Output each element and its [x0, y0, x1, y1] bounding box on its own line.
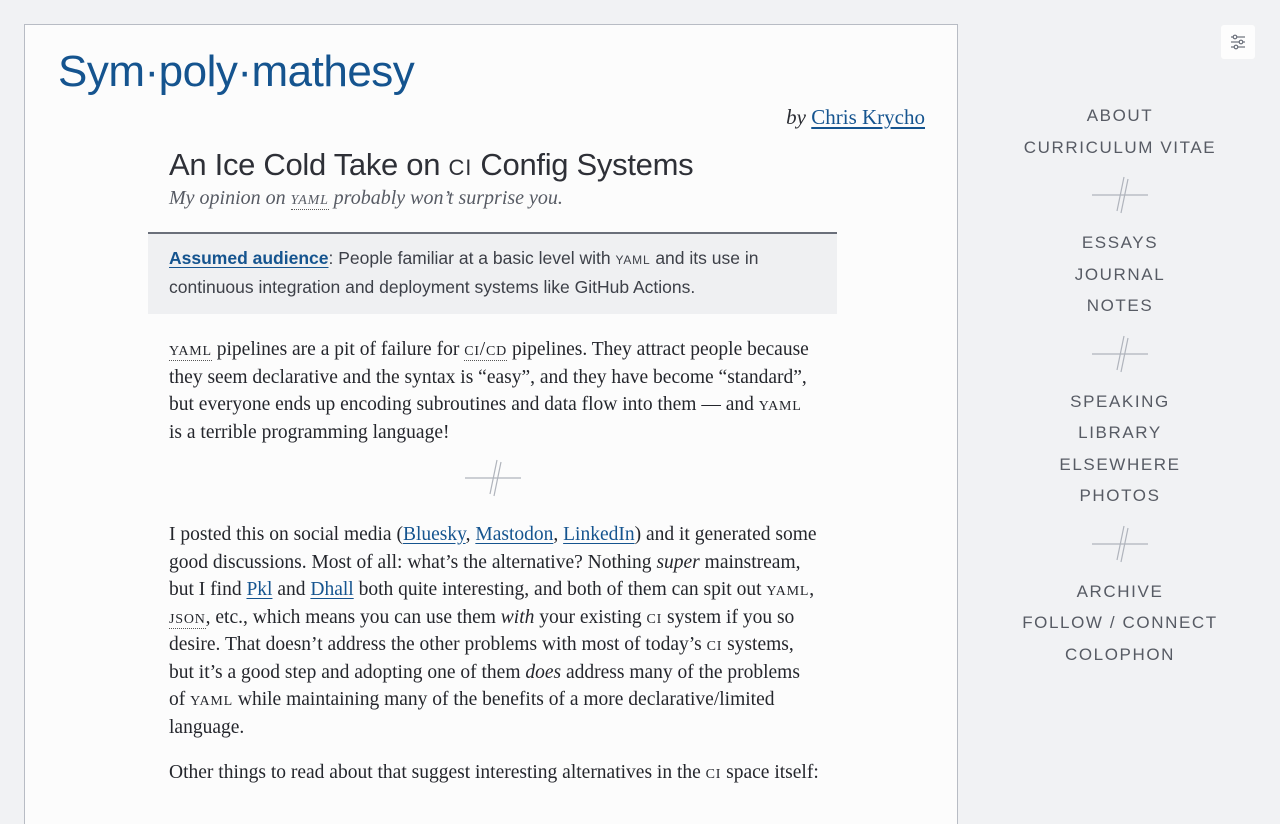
nav-about[interactable]: ABOUT	[1086, 106, 1154, 125]
nav-divider-ornament-icon	[1090, 524, 1150, 564]
linkedin-link[interactable]: LinkedIn	[563, 524, 635, 545]
paragraph-1	[169, 336, 819, 446]
pkl-link[interactable]: Pkl	[246, 579, 273, 600]
subtitle-text-end: probably won’t surprise you.	[328, 187, 563, 209]
cicd-abbr: ci/cd	[464, 339, 508, 360]
nav-colophon[interactable]: COLOPHON	[1064, 644, 1176, 664]
nav-journal[interactable]: JOURNAL	[1074, 264, 1166, 284]
section-break-ornament-icon	[463, 458, 523, 498]
p2-ci-1: ci	[646, 606, 663, 628]
paragraph-2	[169, 521, 819, 741]
p2-text-a: I posted this on social media (	[169, 524, 403, 545]
p2-comma: ,	[809, 579, 815, 600]
p2-text-j: address many of the problems of	[169, 661, 800, 710]
audience-text: : People familiar at a basic level with	[328, 248, 616, 268]
site-navigation	[980, 100, 1260, 670]
mastodon-link[interactable]: Mastodon	[475, 524, 554, 545]
nav-group-other	[980, 386, 1260, 512]
nav-divider-ornament-icon	[1090, 175, 1150, 215]
nav-follow-connect[interactable]: FOLLOW / CONNECT	[1022, 613, 1218, 632]
p2-sep-2: ,	[553, 524, 564, 545]
nav-library[interactable]: LIBRARY	[1078, 423, 1162, 442]
article-title	[169, 147, 693, 183]
p2-sep-1: ,	[465, 524, 476, 545]
byline	[786, 105, 925, 130]
nav-divider-ornament-icon	[1090, 334, 1150, 374]
nav-group-meta	[980, 576, 1260, 671]
p1-text-b: pipelines. They attract people because they seem declarative and the syntax is “easy”, and they have become “standard”, but everyone ends up encoding subroutines and data flow into them — and	[169, 339, 809, 415]
nav-essays[interactable]: ESSAYS	[1081, 233, 1159, 252]
p2-text-g: your existing	[534, 606, 647, 628]
p2-em-with: with	[500, 606, 535, 628]
p3-text-a: Other things to read about that suggest interesting alternatives in the	[169, 762, 706, 783]
author-link[interactable]: Chris Krycho	[811, 105, 925, 129]
p3-ci: ci	[705, 762, 722, 783]
subtitle-text: My opinion on	[169, 187, 291, 209]
dhall-link[interactable]: Dhall	[310, 579, 354, 600]
nav-archive[interactable]: ARCHIVE	[1076, 581, 1164, 601]
subtitle-yaml-abbr: yaml	[290, 187, 329, 209]
p2-yaml-2: yaml	[190, 689, 233, 710]
nav-group-writing	[980, 227, 1260, 322]
p2-text-e: both quite interesting, and both of them can spit out	[353, 579, 767, 600]
p2-text-k: while maintaining many of the benefits of a more declarative/limited language.	[169, 689, 775, 738]
p2-yaml: yaml	[766, 579, 810, 600]
nav-speaking[interactable]: SPEAKING	[1070, 391, 1170, 411]
nav-photos[interactable]: PHOTOS	[1079, 486, 1161, 505]
p2-ci-2: ci	[706, 634, 723, 655]
nav-elsewhere[interactable]: ELSEWHERE	[1059, 454, 1181, 474]
p3-text-b: space itself:	[721, 762, 819, 783]
yaml-abbr: yaml	[169, 339, 212, 360]
title-text-end: Config Systems	[472, 147, 694, 182]
p2-text-c: mainstream, but I find	[169, 551, 801, 600]
p1-text-a: pipelines are a pit of failure for	[211, 339, 465, 360]
nav-group-about	[980, 100, 1260, 163]
assumed-audience-link[interactable]: Assumed audience	[169, 248, 329, 268]
p2-text-b: ) and it generated some good discussions. Most of all: what’s the alternative? Nothing	[169, 524, 817, 573]
settings-button[interactable]	[1221, 25, 1255, 59]
audience-text-end: and its use in continuous integration and deployment systems like GitHub Actions.	[169, 248, 759, 297]
assumed-audience-box	[148, 232, 837, 314]
nav-notes[interactable]: NOTES	[1086, 296, 1154, 315]
title-text: An Ice Cold Take on	[169, 147, 449, 182]
p2-text-h: system if you so desire. That doesn’t address the other problems with most of today’s	[169, 606, 795, 655]
nav-curriculum-vitae[interactable]: CURRICULUM VITAE	[1023, 137, 1217, 157]
site-title[interactable]: Sym·poly·mathesy	[58, 47, 415, 96]
sliders-icon	[1230, 34, 1246, 50]
p1-text-c: is a terrible programming language!	[169, 421, 450, 443]
title-ci: ci	[448, 147, 473, 182]
bluesky-link[interactable]: Bluesky	[402, 524, 466, 545]
p2-text-i: systems, but it’s a good step and adopting one of them	[169, 634, 794, 683]
article-subtitle	[169, 187, 563, 210]
json-abbr: json	[169, 606, 206, 628]
p2-text-f: , etc., which means you can use them	[205, 606, 501, 628]
p2-em-super: super	[656, 551, 700, 573]
p1-yaml: yaml	[758, 394, 802, 415]
p2-text-d: and	[272, 579, 311, 600]
audience-yaml: yaml	[615, 248, 651, 268]
byline-prefix: by	[786, 105, 806, 129]
p2-em-does: does	[525, 661, 562, 683]
paragraph-3	[169, 759, 819, 787]
article-page	[24, 24, 958, 824]
